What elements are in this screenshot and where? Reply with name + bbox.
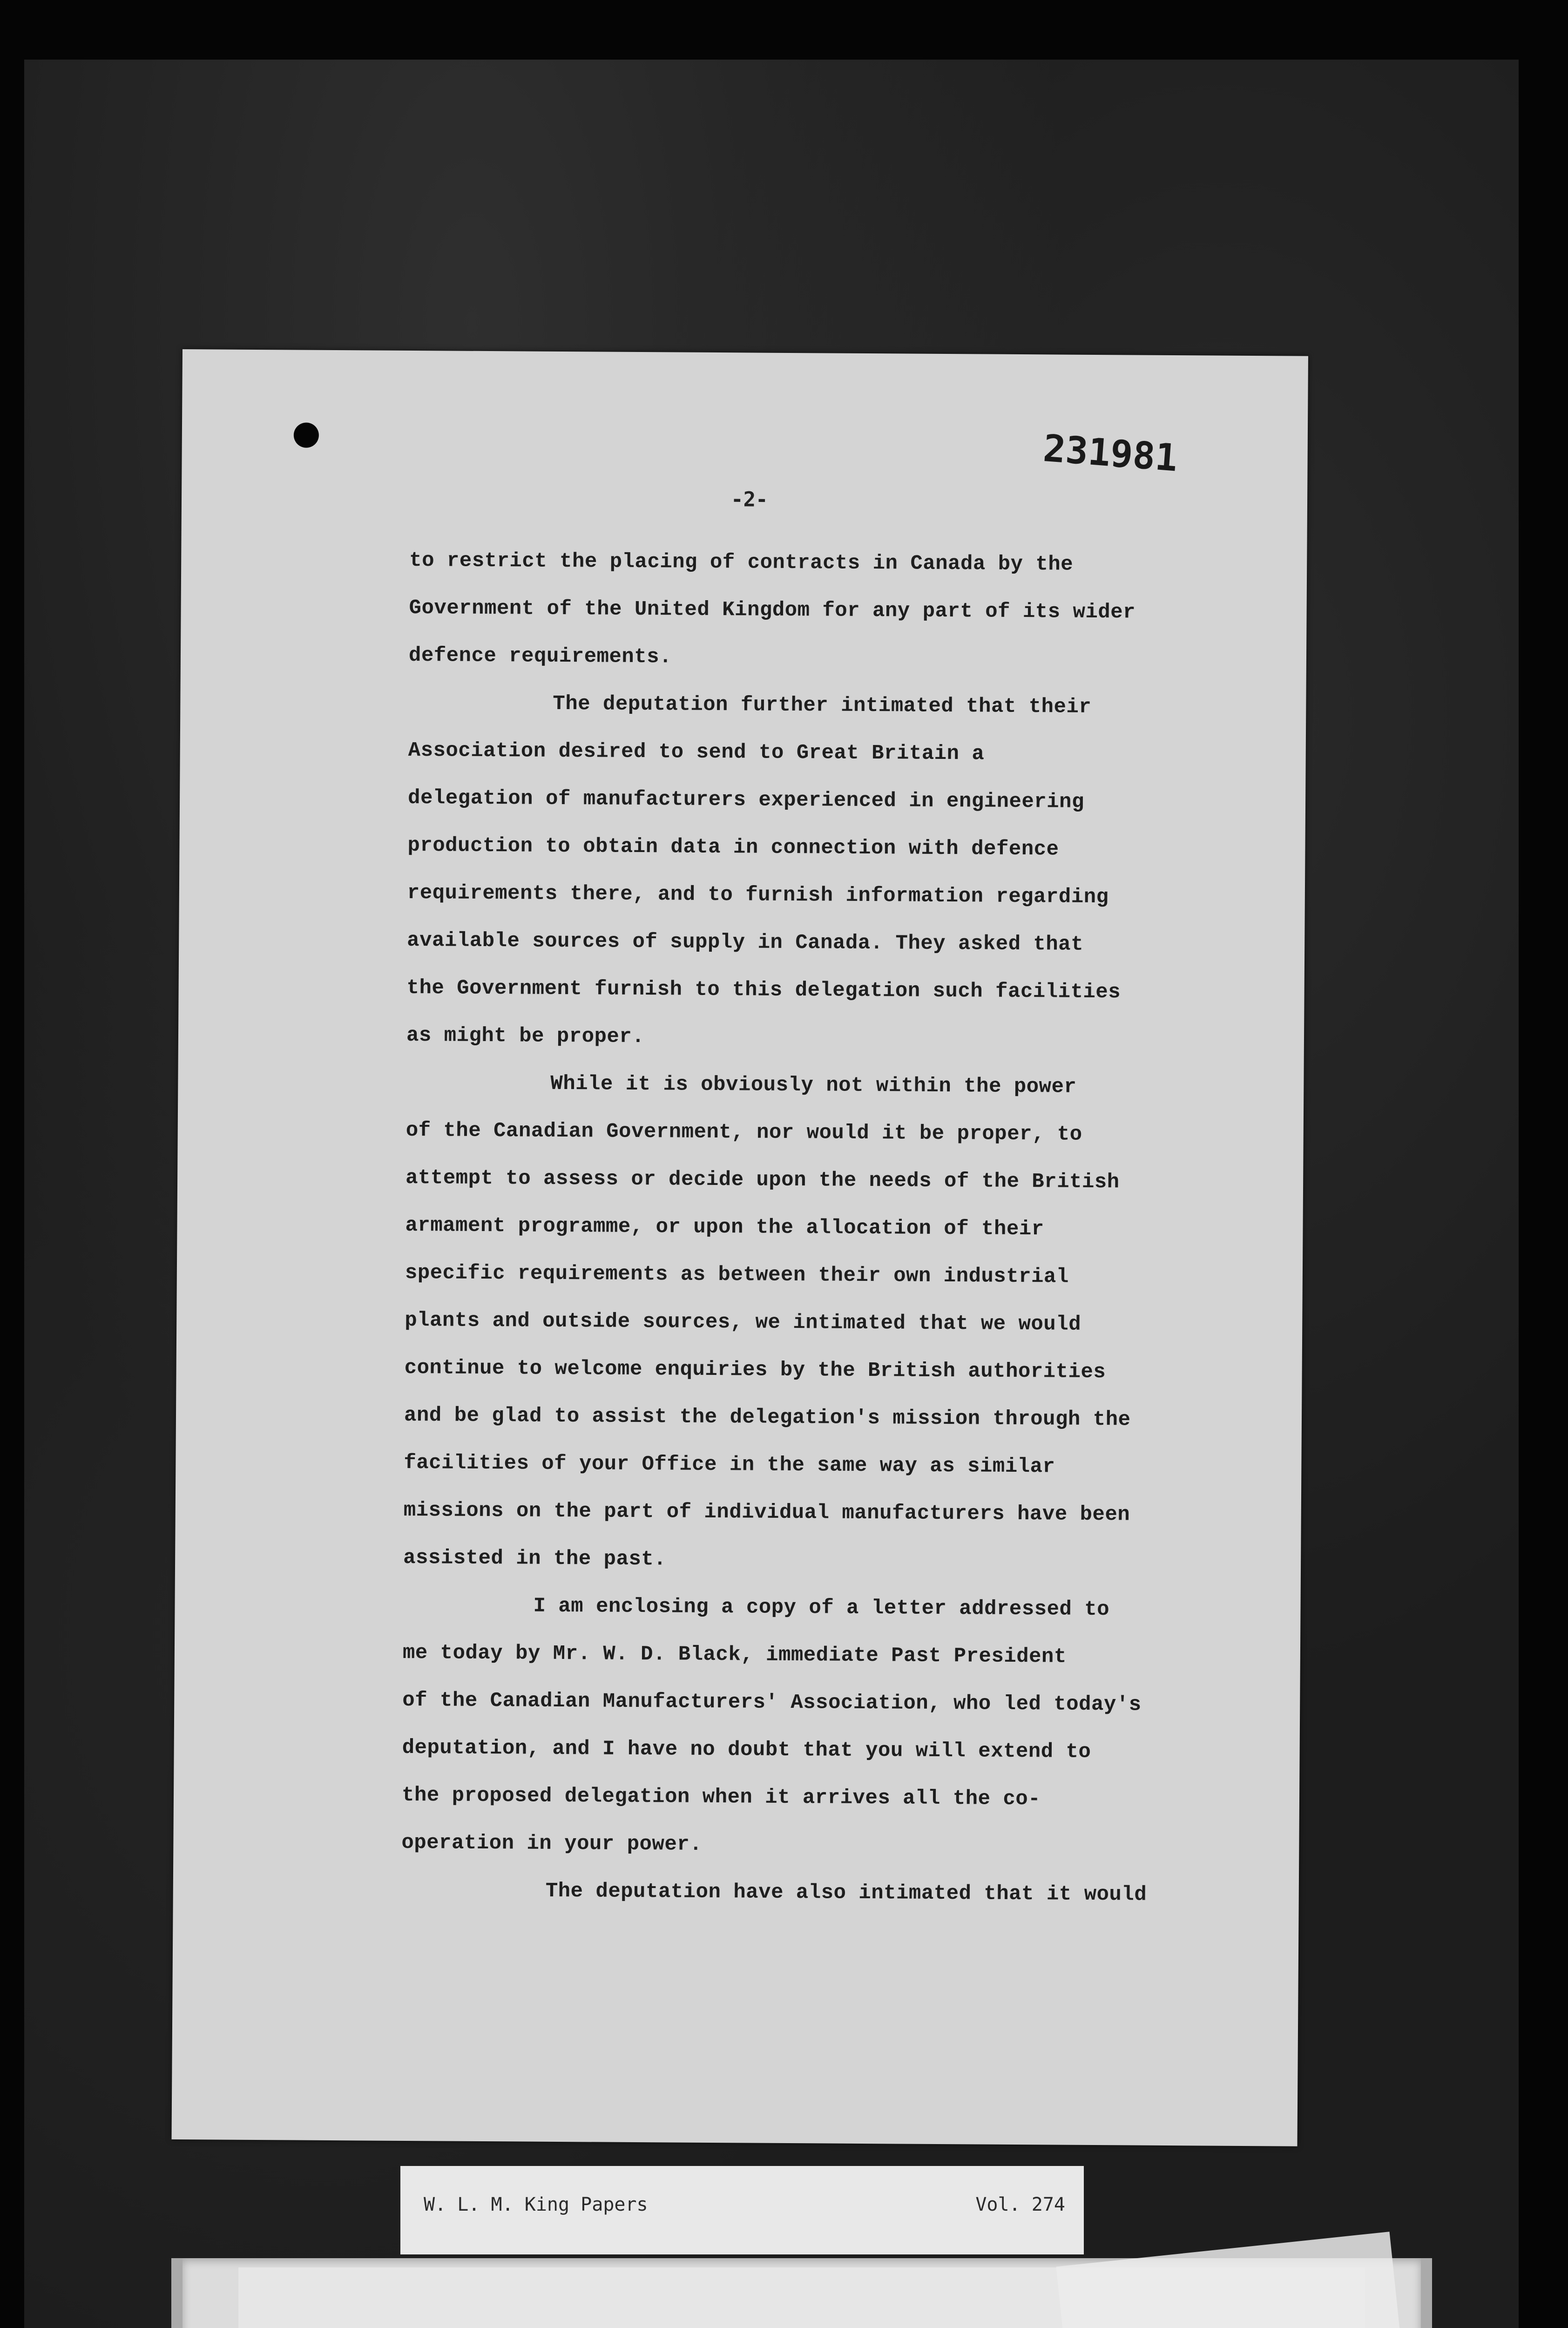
document-number: 231981 (1041, 426, 1179, 480)
text-line: attempt to assess or decide upon the needs of the British (405, 1166, 1120, 1194)
text-line: assisted in the past. (403, 1546, 667, 1571)
text-line: facilities of your Office in the same way as similar (404, 1451, 1055, 1479)
text-line: delegation of manufacturers experienced in engineering (407, 786, 1085, 814)
text-line: me today by Mr. W. D. Black, immediate Past President (402, 1641, 1067, 1669)
text-line: available sources of supply in Canada. They asked that (407, 928, 1084, 956)
text-line: Association desired to send to Great Britain a (408, 738, 985, 766)
text-line: plants and outside sources, we intimated that we would (405, 1308, 1081, 1336)
text-line: the proposed delegation when it arrives all the co- (401, 1783, 1041, 1811)
text-line: of the Canadian Manufacturers' Association, who led today's (402, 1688, 1142, 1717)
page-number: -2- (730, 487, 768, 512)
collection-name: W. L. M. King Papers (424, 2194, 648, 2215)
document-page (172, 349, 1308, 2146)
text-line: and be glad to assist the delegation's mission through the (404, 1403, 1131, 1432)
text-line: requirements there, and to furnish information regarding (407, 881, 1109, 909)
text-line: Government of the United Kingdom for any part of its wider (409, 596, 1136, 624)
text-line: production to obtain data in connection with defence (407, 833, 1059, 861)
text-line: deputation, and I have no doubt that you will extend to (402, 1736, 1091, 1764)
text-line: specific requirements as between their own industrial (405, 1261, 1069, 1289)
text-line: I am enclosing a copy of a letter addressed to (533, 1594, 1110, 1622)
text-line: missions on the part of individual manufacturers have been (403, 1498, 1130, 1527)
text-line: to restrict the placing of contracts in Canada by the (409, 548, 1074, 576)
text-line: operation in your power. (401, 1831, 703, 1856)
text-line: continue to welcome enquiries by the British authorities (404, 1356, 1106, 1384)
letter-body (401, 537, 1294, 1920)
collection-label (400, 2166, 1084, 2254)
text-line: While it is obviously not within the power (550, 1072, 1077, 1099)
text-line: The deputation further intimated that their (553, 692, 1092, 719)
text-line: as might be proper. (406, 1023, 645, 1049)
text-line: The deputation have also intimated that it would (545, 1879, 1147, 1907)
volume-number: Vol. 274 (975, 2194, 1065, 2215)
text-line: of the Canadian Government, nor would it be proper, to (406, 1118, 1082, 1146)
punch-hole (294, 422, 319, 447)
text-line: the Government furnish to this delegation such facilities (406, 976, 1121, 1004)
text-line: armament programme, or upon the allocation of their (405, 1213, 1044, 1241)
text-line: defence requirements. (408, 643, 672, 669)
